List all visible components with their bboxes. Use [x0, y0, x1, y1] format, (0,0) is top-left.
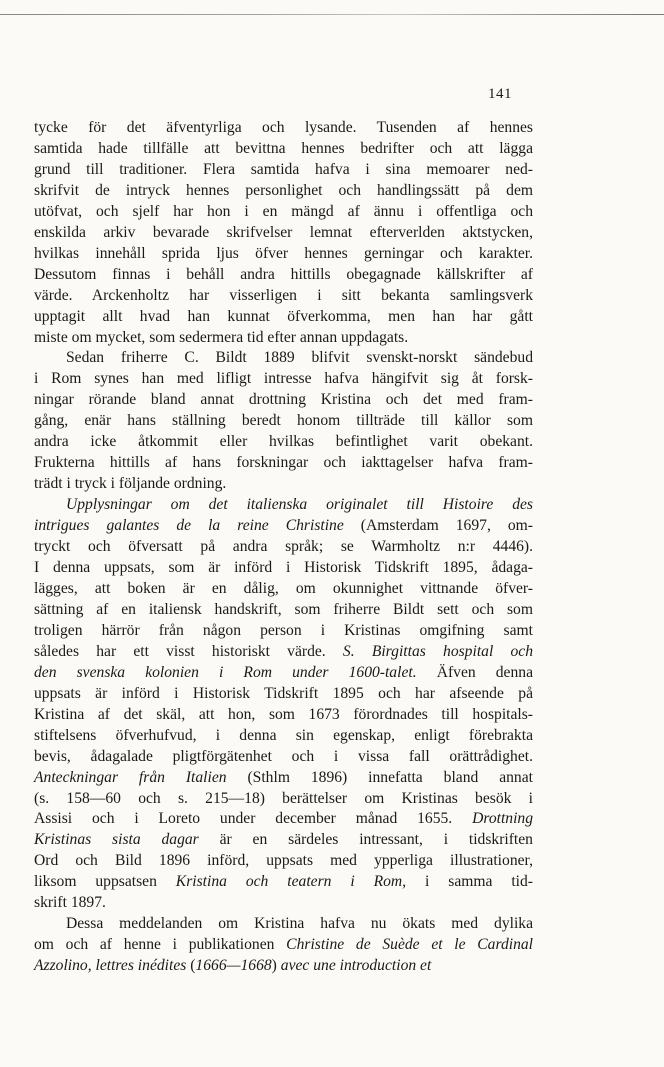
text-line: [34, 872, 533, 893]
text-line: [34, 768, 533, 789]
text-run: (: [186, 957, 196, 975]
italic-title: 1666—1668: [195, 957, 272, 975]
text-run: samtida hade tillfälle att bevittna hennes bedrifter och att lägga: [34, 139, 533, 157]
text-line: [34, 244, 533, 265]
text-run: upptagit allt hvad han kunnat öfverkomma, men han har gått: [34, 307, 533, 325]
top-rule: [0, 14, 664, 15]
text-line: [34, 558, 533, 579]
text-run: Frukterna hittills af hans forskningar och iakttagelser hafva fram-: [34, 454, 533, 472]
text-line: [34, 432, 533, 453]
text-line: [34, 789, 533, 810]
text-line: [34, 663, 533, 684]
text-run: I denna uppsats, som är införd i Historisk Tidskrift 1895, ådaga-: [34, 559, 533, 577]
text-run: skrifvit de intryck hennes personlighet och handlingssätt på dem: [34, 181, 533, 199]
text-line: [34, 139, 533, 160]
text-run: (Amsterdam 1697, om-: [343, 517, 533, 535]
text-line: [34, 600, 533, 621]
text-line: [34, 411, 533, 432]
italic-title: Kristina och teatern i Rom,: [175, 873, 407, 891]
text-run: utöfvat, och sjelf har hon i en mängd af ännu i offentliga och: [34, 202, 533, 220]
text-run: Sedan friherre C. Bildt 1889 blifvit svenskt-norskt sändebud: [66, 349, 533, 367]
text-run: uppsats är införd i Historisk Tidskrift 1895 och har afseende på: [34, 684, 533, 702]
text-line: [34, 160, 533, 181]
text-run: bevis, ådagalade pligtförgätenhet och i vissa fall orättrådighet.: [34, 747, 533, 765]
text-line: [34, 118, 533, 139]
italic-title: Christine de Suède et le Cardinal: [286, 936, 533, 954]
text-run: om och af henne i publikationen: [34, 936, 287, 954]
text-run: Dessutom finnas i behåll andra hittills obegagnade källskrifter af: [34, 265, 533, 283]
text-line: [34, 328, 533, 349]
text-line: [34, 390, 533, 411]
text-run: Äfven denna: [416, 663, 533, 681]
text-run: (s. 158—60 och s. 215—18) berättelser om Kristinas besök i: [34, 789, 533, 807]
text-run: (Sthlm 1896) innefatta bland annat: [226, 768, 533, 786]
text-line: [34, 453, 533, 474]
text-line: [34, 935, 533, 956]
italic-title: Kristinas sista dagar: [34, 831, 199, 849]
text-line: [34, 223, 533, 244]
text-line: [34, 705, 533, 726]
text-line: [34, 956, 533, 977]
text-line: [34, 537, 533, 558]
text-run: således har ett visst historiskt värde.: [34, 642, 343, 660]
text-line: [34, 265, 533, 286]
text-line: [34, 809, 533, 830]
text-line: [34, 369, 533, 390]
text-line: [34, 474, 533, 495]
body-text: [34, 118, 533, 977]
text-line: [34, 348, 533, 369]
text-run: grund till traditioner. Flera samtida hafva i sina memoarer ned-: [34, 160, 533, 178]
italic-title: S. Birgittas hospital och: [342, 642, 533, 660]
text-run: skrift 1897.: [34, 894, 106, 912]
text-run: Kristina af det skäl, att hon, som 1673 förordnades till hospitals-: [34, 705, 533, 723]
text-line: [34, 851, 533, 872]
text-run: ): [271, 957, 281, 975]
text-line: [34, 684, 533, 705]
text-run: är en särdeles intressant, i tidskriften: [198, 831, 533, 849]
text-run: liksom uppsatsen: [34, 873, 176, 891]
text-line: [34, 747, 533, 768]
text-run: lägges, att boken är en dålig, om okunnighet vittnande öfver-: [34, 579, 533, 597]
italic-title: Anteckningar från Italien: [34, 768, 227, 786]
italic-title: Drottning: [472, 810, 533, 828]
text-line: [34, 914, 533, 935]
text-run: ningar rörande bland annat drottning Kristina och det med fram-: [34, 391, 533, 409]
italic-title: Upplysningar om det italienska originalet till Histoire des: [66, 496, 533, 514]
text-run: tycke för det äfventyrliga och lysande. Tusenden af hennes: [34, 119, 533, 136]
text-run: Ord och Bild 1896 införd, uppsats med ypperliga illustrationer,: [34, 852, 533, 870]
page-number: 141: [488, 86, 512, 102]
text-run: Dessa meddelanden om Kristina hafva nu ökats med dylika: [66, 915, 533, 933]
text-run: i Rom synes han med lifligt intresse hafva hängifvit sig åt forsk-: [34, 370, 533, 388]
text-line: [34, 579, 533, 600]
italic-title: intrigues galantes de la reine Christine: [34, 517, 344, 535]
text-run: andra icke åtkommit eller hvilkas befintlighet varit obekant.: [34, 433, 533, 451]
text-line: [34, 893, 533, 914]
text-run: värde. Arckenholtz har visserligen i sitt bekanta samlingsverk: [34, 286, 533, 304]
text-run: miste om mycket, som sedermera tid efter annan uppdagats.: [34, 328, 409, 346]
text-line: [34, 286, 533, 307]
text-line: [34, 642, 533, 663]
text-run: stiftelsens öfverhufvud, i denna sin egenskap, enligt förebrakta: [34, 726, 533, 744]
text-run: i samma tid-: [406, 873, 533, 891]
text-line: [34, 181, 533, 202]
italic-title: avec une introduction et: [280, 957, 432, 975]
text-run: enskilda arkiv bevarade skrifvelser lemnat efterverlden aktstycken,: [34, 223, 533, 241]
text-run: tryckt och öfversatt på andra språk; se Warmholtz n:r 4446).: [34, 538, 533, 556]
text-line: [34, 516, 533, 537]
text-run: troligen härrör från någon person i Kristinas omgifning samt: [34, 621, 533, 639]
italic-title: den svenska kolonien i Rom under 1600-talet.: [34, 663, 417, 681]
text-line: [34, 307, 533, 328]
text-line: [34, 830, 533, 851]
text-run: Assisi och i Loreto under december månad 1655.: [34, 810, 473, 828]
text-run: trädt i tryck i följande ordning.: [34, 475, 227, 493]
text-line: [34, 726, 533, 747]
text-run: gång, enär hans ställning beredt honom tillträde till källor som: [34, 412, 533, 430]
text-line: [34, 495, 533, 516]
italic-title: Azzolino, lettres inédites: [34, 957, 187, 975]
text-run: hvilkas innehåll sprida ljus öfver hennes gerningar och karakter.: [34, 244, 533, 262]
text-run: sättning af en italiensk handskrift, som friherre Bildt sett och som: [34, 600, 533, 618]
text-line: [34, 202, 533, 223]
text-line: [34, 621, 533, 642]
